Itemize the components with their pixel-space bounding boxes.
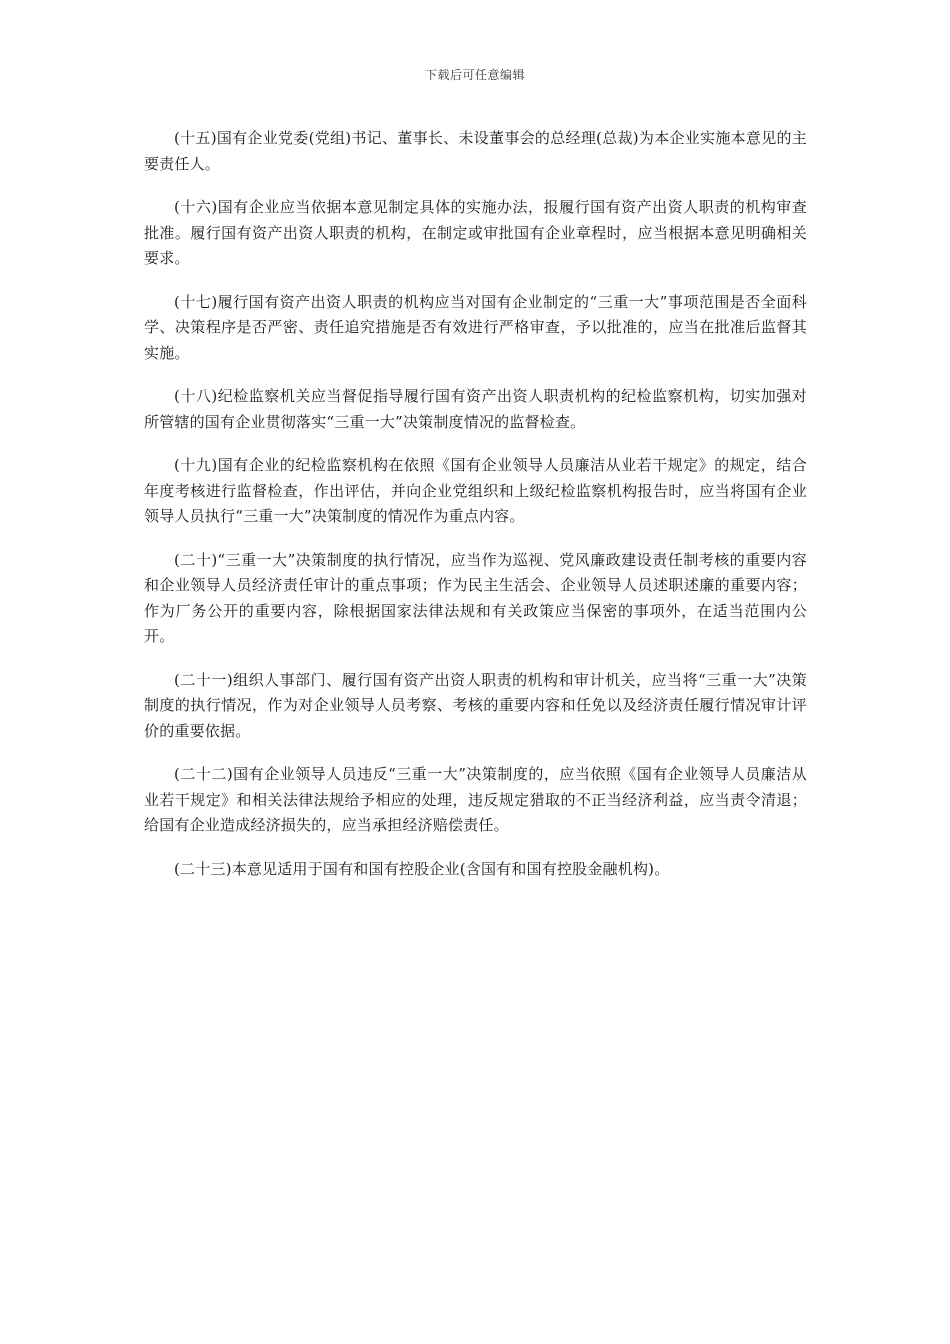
- paragraph-21: (二十一)组织人事部门、履行国有资产出资人职责的机构和审计机关，应当将“三重一大”决策制度的执行情况，作为对企业领导人员考察、考核的重要内容和任免以及经济责任履行情况审计评价的重要依据。: [144, 670, 807, 740]
- paragraph-23: (二十三)本意见适用于国有和国有控股企业(含国有和国有控股金融机构)。: [174, 859, 670, 878]
- paragraph-16: (十六)国有企业应当依据本意见制定具体的实施办法，报履行国有资产出资人职责的机构审查批准。履行国有资产出资人职责的机构，在制定或审批国有企业章程时，应当根据本意见明确相关要求。: [144, 198, 807, 267]
- paragraph-17: (十七)履行国有资产出资人职责的机构应当对国有企业制定的“三重一大”事项范围是否全面科学、决策程序是否严密、责任追究措施是否有效进行严格审查，予以批准的，应当在批准后监督其实施。: [144, 292, 807, 362]
- header-note: 下载后可任意编辑: [424, 68, 525, 82]
- paragraph-18: (十八)纪检监察机关应当督促指导履行国有资产出资人职责机构的纪检监察机构，切实加强对所管辖的国有企业贯彻落实“三重一大”决策制度情况的监督检查。: [144, 387, 807, 431]
- paragraph-19: (十九)国有企业的纪检监察机构在依照《国有企业领导人员廉洁从业若干规定》的规定，结合年度考核进行监督检查，作出评估，并向企业党组织和上级纪检监察机构报告时，应当将国有企业领导人员执行“三重一大”决策制度的情况作为重点内容。: [144, 456, 807, 525]
- paragraph-15: (十五)国有企业党委(党组)书记、董事长、未设董事会的总经理(总裁)为本企业实施本意见的主要责任人。: [144, 129, 807, 173]
- paragraph-20: (二十)“三重一大”决策制度的执行情况，应当作为巡视、党风廉政建设责任制考核的重要内容和企业领导人员经济责任审计的重点事项；作为民主生活会、企业领导人员述职述廉的重要内容；作为厂务公开的重要内容，除根据国家法律法规和有关政策应当保密的事项外，在适当范围内公开。: [144, 550, 807, 645]
- paragraph-22: (二十二)国有企业领导人员违反“三重一大”决策制度的，应当依照《国有企业领导人员廉洁从业若干规定》和相关法律法规给予相应的处理，违反规定猎取的不正当经济利益，应当责令清退；给国有企业造成经济损失的，应当承担经济赔偿责任。: [144, 765, 807, 834]
- document-body: [144, 126, 807, 900]
